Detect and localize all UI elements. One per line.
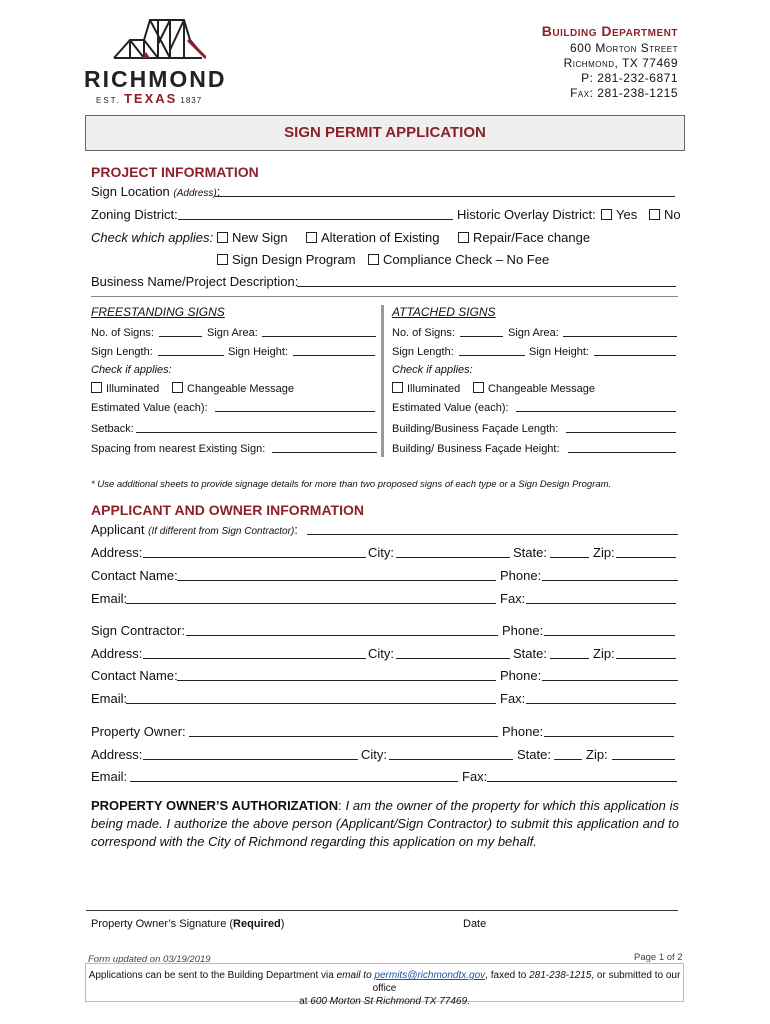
signature-required: Required <box>233 918 281 930</box>
checkbox-icon <box>217 254 228 265</box>
owner-city-label: City: <box>361 747 387 762</box>
historic-no[interactable] <box>649 207 681 223</box>
fs-sign-length-input[interactable] <box>158 355 224 356</box>
applicant-city-input[interactable] <box>396 557 510 558</box>
repair-checkbox[interactable] <box>458 230 590 246</box>
contractor-email-label: Email: <box>91 691 128 706</box>
at-changeable-label: Changeable Message <box>488 383 596 395</box>
sign-location-label <box>91 184 220 202</box>
sub-text-b: email to <box>336 970 375 981</box>
applicant-text: Applicant <box>91 522 145 537</box>
compliance-label: Compliance Check – No Fee <box>383 252 550 267</box>
contractor-label: Sign Contractor: <box>91 623 185 638</box>
sign-location-input[interactable] <box>215 196 675 197</box>
at-check-if-label: Check if applies: <box>392 364 473 376</box>
logo-city-name: RICHMOND <box>84 66 227 92</box>
checkbox-icon <box>473 382 484 393</box>
fs-est-value-input[interactable] <box>215 411 375 412</box>
at-no-signs-input[interactable] <box>460 336 503 337</box>
permits-email-link[interactable]: permits@richmondtx.gov <box>374 970 486 981</box>
contractor-city-label: City: <box>368 646 394 661</box>
applicant-zip-input[interactable] <box>616 557 676 558</box>
contractor-contact-input[interactable] <box>177 680 496 681</box>
owner-email-label: Email: <box>91 769 128 784</box>
sub-text-c: , faxed to <box>485 970 530 981</box>
authorization-block: PROPERTY OWNER’S AUTHORIZATION: I am the owner of the property for which this application is being made. I authorize the above person (Applicant/Sign Contractor) to submit this application and to correspond with the City of Richmond regarding this application on my behalf. <box>91 798 679 849</box>
signature-label <box>91 916 284 932</box>
at-sign-length-label: Sign Length: <box>392 346 454 358</box>
owner-phone-label: Phone: <box>502 724 544 739</box>
applicant-address-label: Address: <box>91 545 143 560</box>
fs-spacing-input[interactable] <box>272 452 377 453</box>
contractor-phone-input[interactable] <box>544 635 675 636</box>
sign-design-label: Sign Design Program <box>232 252 356 267</box>
at-sign-height-input[interactable] <box>594 355 676 356</box>
new-sign-checkbox[interactable] <box>217 230 288 246</box>
at-sign-area-label: Sign Area: <box>508 327 559 339</box>
check-which-label: Check which applies: <box>91 230 214 245</box>
fs-spacing-label: Spacing from nearest Existing Sign: <box>91 443 266 455</box>
signature-text: Property Owner’s Signature ( <box>91 918 234 930</box>
contractor-fax-label: Fax: <box>500 691 526 706</box>
contractor-phone-label: Phone: <box>502 623 544 638</box>
divider <box>91 296 678 297</box>
checkbox-icon <box>91 382 102 393</box>
checkbox-icon <box>306 232 317 243</box>
section-heading-project: PROJECT INFORMATION <box>91 164 259 180</box>
signature-close: ) <box>280 918 285 930</box>
contractor-email-input[interactable] <box>126 703 496 704</box>
owner-zip-input[interactable] <box>612 759 675 760</box>
contractor-address-label: Address: <box>91 646 143 661</box>
authorization-text: I am the owner of the property for which this application is being made. I authorize the above person (Applicant/Sign Contractor) to submit this application and to correspond with the City of Richmond regarding this application on my behalf. <box>91 798 679 849</box>
at-est-value-label: Estimated Value (each): <box>392 402 509 414</box>
contractor-email-text: Email <box>91 691 124 706</box>
colon: : <box>216 184 221 199</box>
title-box <box>85 115 685 151</box>
applicant-zip-label: Zip: <box>593 545 615 560</box>
owner-email-input[interactable] <box>130 781 458 782</box>
fs-sign-length-label: Sign Length: <box>91 346 153 358</box>
sign-location-text: Sign Location <box>91 184 170 199</box>
applicant-email-label: Email: <box>91 591 128 606</box>
alteration-checkbox[interactable] <box>306 230 440 246</box>
sign-design-checkbox[interactable] <box>217 252 356 268</box>
owner-fax-label: Fax: <box>462 769 488 784</box>
fs-sign-height-label: Sign Height: <box>228 346 288 358</box>
applicant-fax-input[interactable] <box>526 603 676 604</box>
historic-label: Historic Overlay District: <box>457 207 596 222</box>
fs-check-if-label: Check if applies: <box>91 364 172 376</box>
owner-fax-input[interactable] <box>487 781 677 782</box>
page-title: SIGN PERMIT APPLICATION <box>284 124 486 141</box>
owner-label: Property Owner: <box>91 724 186 739</box>
address-hint: (Address) <box>173 188 217 199</box>
submission-line-2 <box>86 995 683 1008</box>
fs-no-signs-input[interactable] <box>159 336 202 337</box>
applicant-hint: (If different from Sign Contractor) <box>148 526 295 537</box>
fs-setback-input[interactable] <box>136 432 377 433</box>
sub-text-e: at <box>299 996 311 1007</box>
contractor-city-input[interactable] <box>396 658 510 659</box>
fs-no-signs-label: No. of Signs: <box>91 327 154 339</box>
fs-illuminated-checkbox[interactable] <box>91 381 159 397</box>
business-input[interactable] <box>297 286 676 287</box>
contractor-phone2-label: Phone: <box>500 668 542 683</box>
at-facade-height-label: Building/ Business Façade Height: <box>392 443 560 455</box>
at-illuminated-checkbox[interactable] <box>392 381 460 397</box>
applicant-input[interactable] <box>307 534 678 535</box>
at-facade-length-input[interactable] <box>566 432 676 433</box>
attached-heading: ATTACHED SIGNS <box>392 305 496 319</box>
at-no-signs-label: No. of Signs: <box>392 327 455 339</box>
date-label: Date <box>463 918 487 930</box>
dept-phone: P: 281-232-6871 <box>581 71 678 85</box>
historic-yes[interactable] <box>601 207 637 223</box>
new-sign-label: New Sign <box>232 230 288 245</box>
alteration-label: Alteration of Existing <box>321 230 440 245</box>
business-label: Business Name/Project Description: <box>91 274 299 289</box>
logo-est-line <box>96 93 202 107</box>
repair-label: Repair/Face change <box>473 230 591 245</box>
historic-yes-label: Yes <box>616 207 638 222</box>
checkbox-icon <box>392 382 403 393</box>
fs-illuminated-label: Illuminated <box>106 383 160 395</box>
owner-input[interactable] <box>189 736 498 737</box>
check-which-text: Check which applies <box>91 230 210 245</box>
sub-text-d: , or submitted to our office <box>372 970 681 994</box>
contractor-contact-label: Contact Name: <box>91 668 178 683</box>
zoning-input[interactable] <box>178 219 453 220</box>
at-changeable-checkbox[interactable] <box>473 381 595 397</box>
contractor-zip-label: Zip: <box>593 646 615 661</box>
at-sign-length-input[interactable] <box>459 355 525 356</box>
at-sign-area-input[interactable] <box>563 336 677 337</box>
fs-setback-label: Setback: <box>91 423 134 435</box>
compliance-checkbox[interactable] <box>368 252 549 268</box>
owner-zip-label: Zip: <box>586 747 608 762</box>
applicant-city-label: City: <box>368 545 394 560</box>
owner-address-label: Address: <box>91 747 143 762</box>
freestanding-heading: FREESTANDING SIGNS <box>91 305 225 319</box>
applicant-address-input[interactable] <box>143 557 366 558</box>
form-updated: Form updated on 03/19/2019 <box>88 954 211 965</box>
logo-est: EST. <box>96 96 121 105</box>
checkbox-icon <box>172 382 183 393</box>
contractor-fax-input[interactable] <box>526 703 676 704</box>
fs-changeable-checkbox[interactable] <box>172 381 294 397</box>
section-heading-applicant: APPLICANT AND OWNER INFORMATION <box>91 502 364 518</box>
sub-address: 600 Morton St Richmond TX 77469 <box>310 996 468 1007</box>
owner-address-input[interactable] <box>143 759 358 760</box>
applicant-state-input[interactable] <box>550 557 589 558</box>
contractor-state-label: State: <box>513 646 547 661</box>
checkbox-icon <box>601 209 612 220</box>
submission-info <box>85 963 684 1007</box>
applicant-state-label: State: <box>513 545 547 560</box>
applicant-email-input[interactable] <box>126 603 496 604</box>
historic-no-label: No <box>664 207 681 222</box>
fs-sign-height-input[interactable] <box>293 355 375 356</box>
contractor-state-input[interactable] <box>550 658 589 659</box>
at-est-value-input[interactable] <box>516 411 676 412</box>
applicant-contact-label: Contact Name: <box>91 568 178 583</box>
submission-line-1 <box>86 969 683 995</box>
checkbox-icon <box>368 254 379 265</box>
authorization-label: PROPERTY OWNER’S AUTHORIZATION <box>91 798 339 813</box>
applicant-contact-input[interactable] <box>177 580 496 581</box>
dept-fax: Fax: 281-238-1215 <box>570 86 678 100</box>
applicant-email-text: Email <box>91 591 124 606</box>
contractor-input[interactable] <box>186 635 498 636</box>
column-divider <box>381 305 384 457</box>
at-facade-height-input[interactable] <box>568 452 676 453</box>
city-logo <box>84 14 234 106</box>
logo-state: TEXAS <box>123 91 178 106</box>
fs-sign-area-label: Sign Area: <box>207 327 258 339</box>
logo-year: 1837 <box>180 96 203 105</box>
checkbox-icon <box>217 232 228 243</box>
applicant-fax-label: Fax: <box>500 591 526 606</box>
signature-line[interactable] <box>86 910 678 911</box>
applicant-phone-label: Phone: <box>500 568 542 583</box>
at-facade-length-label: Building/Business Façade Length: <box>392 423 559 435</box>
owner-city-input[interactable] <box>389 759 513 760</box>
checkbox-icon <box>649 209 660 220</box>
fs-sign-area-input[interactable] <box>262 336 376 337</box>
at-sign-height-label: Sign Height: <box>529 346 589 358</box>
owner-state-input[interactable] <box>554 759 582 760</box>
contractor-zip-input[interactable] <box>616 658 676 659</box>
contractor-address-input[interactable] <box>143 658 366 659</box>
zoning-label: Zoning District: <box>91 207 178 222</box>
fs-est-value-label: Estimated Value (each): <box>91 402 208 414</box>
owner-phone-input[interactable] <box>544 736 674 737</box>
dept-street: 600 Morton Street <box>569 41 678 55</box>
page-number: Page 1 of 2 <box>634 952 683 963</box>
applicant-phone-input[interactable] <box>542 580 678 581</box>
checkbox-icon <box>458 232 469 243</box>
fs-changeable-label: Changeable Message <box>187 383 295 395</box>
dept-city: Richmond, TX 77469 <box>563 56 678 70</box>
dept-name: Building Department <box>541 23 678 39</box>
applicant-label: Applicant (If different from Sign Contractor): <box>91 522 298 537</box>
sub-text-a: Applications can be sent to the Building Department via <box>88 970 337 981</box>
contractor-phone2-input[interactable] <box>542 680 678 681</box>
sub-fax: 281-238-1215 <box>529 970 592 981</box>
at-illuminated-label: Illuminated <box>407 383 461 395</box>
bridge-icon <box>110 14 206 60</box>
additional-sheets-note: * Use additional sheets to provide signage details for more than two proposed signs of each type or a Sign Design Program. <box>91 479 612 490</box>
sub-text-f: . <box>467 996 470 1007</box>
owner-state-label: State: <box>517 747 551 762</box>
